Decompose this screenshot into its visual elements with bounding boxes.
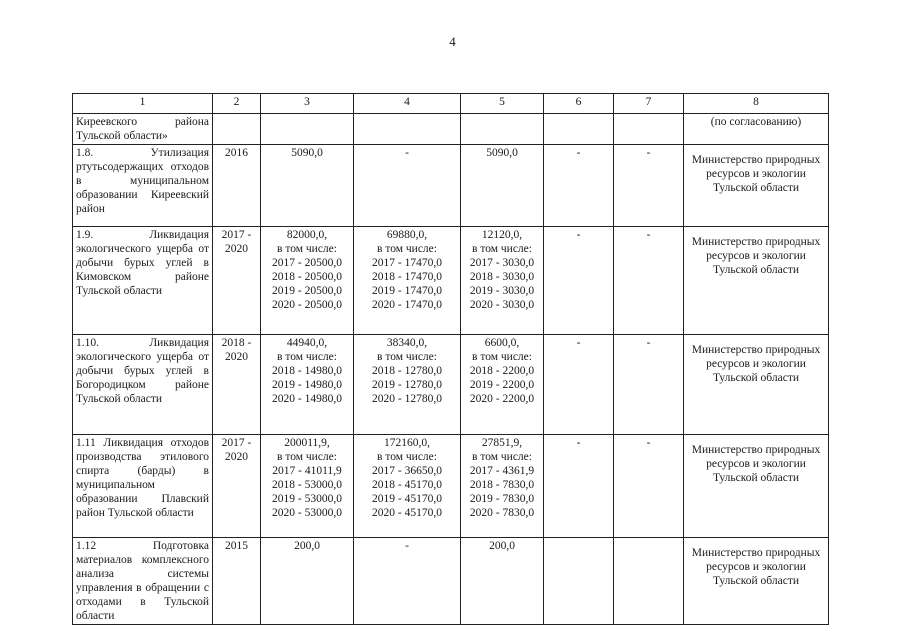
- col6-cell: -: [544, 145, 614, 227]
- header-cell: 6: [544, 94, 614, 114]
- responsible-cell: Министерство природных ресурсов и экологии Тульской области: [684, 227, 829, 335]
- measure-name-cell: 1.12 Подготовка материалов комплексного анализа системы управления в обращении с отходами в Тульской области: [73, 538, 213, 625]
- federal-funding-cell: [354, 227, 461, 335]
- funding-line: 27851,9,: [481, 437, 523, 449]
- funding-line: 2020 - 53000,0: [272, 507, 342, 519]
- measure-name-cell: Киреевского района Тульской области»: [73, 114, 213, 145]
- funding-line: в том числе:: [277, 451, 337, 463]
- funding-line: 2017 - 20500,0: [272, 257, 342, 269]
- regional-funding-cell: [461, 145, 544, 227]
- funding-line: 200,0: [489, 540, 515, 552]
- funding-line: 5090,0: [486, 147, 518, 159]
- measure-name-cell: 1.9. Ликвидация экологического ущерба от добычи бурых углей в Кимовском районе Тульской области: [73, 227, 213, 335]
- funding-line: -: [405, 147, 409, 159]
- header-row: [73, 94, 829, 114]
- funding-line: 2020 - 20500,0: [272, 299, 342, 311]
- regional-funding-cell: [461, 227, 544, 335]
- measure-name-cell: 1.10. Ликвидация экологического ущерба от добычи бурых углей в Богородицком районе Тульской области: [73, 335, 213, 435]
- funding-line: 2019 - 12780,0: [372, 379, 442, 391]
- measures-table: [72, 93, 829, 625]
- funding-line: 172160,0,: [384, 437, 430, 449]
- funding-line: 44940,0,: [286, 337, 328, 349]
- total-funding-cell: [261, 114, 354, 145]
- funding-line: 2018 - 2200,0: [469, 365, 535, 377]
- funding-line: 2018 - 3030,0: [469, 271, 535, 283]
- regional-funding-cell: [461, 114, 544, 145]
- funding-line: 200011,9,: [284, 437, 330, 449]
- funding-line: 2019 - 53000,0: [272, 493, 342, 505]
- col6-cell: [544, 538, 614, 625]
- funding-line: 2017 - 4361,9: [469, 465, 535, 477]
- col7-cell: -: [614, 227, 684, 335]
- federal-funding-cell: [354, 538, 461, 625]
- period-cell: [213, 114, 261, 145]
- col7-cell: -: [614, 435, 684, 538]
- funding-line: 2018 - 17470,0: [372, 271, 442, 283]
- period-cell: 2015: [213, 538, 261, 625]
- header-cell: 5: [461, 94, 544, 114]
- total-funding-cell: [261, 538, 354, 625]
- federal-funding-cell: [354, 114, 461, 145]
- funding-line: 2017 - 41011,9: [272, 465, 342, 477]
- period-cell: 2017 - 2020: [213, 227, 261, 335]
- period-cell: 2018 - 2020: [213, 335, 261, 435]
- funding-line: 2019 - 2200,0: [469, 379, 535, 391]
- funding-line: 2020 - 2200,0: [469, 393, 535, 405]
- measure-name-cell: 1.8. Утилизация ртутьсодержащих отходов в муниципальном образовании Киреевский район: [73, 145, 213, 227]
- header-cell: 8: [684, 94, 829, 114]
- funding-line: в том числе:: [377, 243, 437, 255]
- total-funding-cell: [261, 335, 354, 435]
- funding-line: 2017 - 36650,0: [372, 465, 442, 477]
- funding-line: 12120,0,: [481, 229, 523, 241]
- total-funding-cell: [261, 145, 354, 227]
- col7-cell: -: [614, 145, 684, 227]
- responsible-cell: Министерство природных ресурсов и экологии Тульской области: [684, 435, 829, 538]
- funding-line: -: [405, 540, 409, 552]
- table-row: [73, 435, 829, 538]
- funding-line: 2020 - 45170,0: [372, 507, 442, 519]
- table-row: [73, 114, 829, 145]
- federal-funding-cell: [354, 145, 461, 227]
- funding-line: 2020 - 14980,0: [272, 393, 342, 405]
- regional-funding-cell: [461, 435, 544, 538]
- header-cell: 2: [213, 94, 261, 114]
- funding-line: 2018 - 53000,0: [272, 479, 342, 491]
- col7-cell: [614, 114, 684, 145]
- table-row: [73, 227, 829, 335]
- funding-line: 2018 - 7830,0: [469, 479, 535, 491]
- responsible-cell: (по согласованию): [684, 114, 829, 145]
- page-number: 4: [449, 34, 456, 49]
- funding-line: 5090,0: [291, 147, 323, 159]
- regional-funding-cell: [461, 335, 544, 435]
- funding-line: 2019 - 17470,0: [372, 285, 442, 297]
- funding-line: в том числе:: [277, 351, 337, 363]
- funding-line: 2019 - 45170,0: [372, 493, 442, 505]
- funding-line: в том числе:: [377, 351, 437, 363]
- period-cell: 2016: [213, 145, 261, 227]
- funding-line: 82000,0,: [286, 229, 328, 241]
- funding-line: 2017 - 3030,0: [469, 257, 535, 269]
- funding-line: в том числе:: [472, 451, 532, 463]
- funding-line: 2019 - 20500,0: [272, 285, 342, 297]
- col6-cell: [544, 114, 614, 145]
- header-cell: 7: [614, 94, 684, 114]
- period-cell: 2017 - 2020: [213, 435, 261, 538]
- total-funding-cell: [261, 227, 354, 335]
- col7-cell: [614, 538, 684, 625]
- funding-line: 69880,0,: [386, 229, 428, 241]
- funding-line: 2017 - 17470,0: [372, 257, 442, 269]
- funding-line: в том числе:: [277, 243, 337, 255]
- funding-line: 38340,0,: [386, 337, 428, 349]
- table-row: [73, 145, 829, 227]
- col7-cell: -: [614, 335, 684, 435]
- funding-line: в том числе:: [472, 243, 532, 255]
- funding-line: 2020 - 17470,0: [372, 299, 442, 311]
- funding-line: 2019 - 3030,0: [469, 285, 535, 297]
- header-cell: 1: [73, 94, 213, 114]
- funding-line: 2019 - 14980,0: [272, 379, 342, 391]
- responsible-cell: Министерство природных ресурсов и экологии Тульской области: [684, 145, 829, 227]
- funding-line: 2019 - 7830,0: [469, 493, 535, 505]
- responsible-cell: Министерство природных ресурсов и экологии Тульской области: [684, 538, 829, 625]
- responsible-cell: Министерство природных ресурсов и экологии Тульской области: [684, 335, 829, 435]
- funding-line: 2018 - 14980,0: [272, 365, 342, 377]
- funding-line: 2018 - 20500,0: [272, 271, 342, 283]
- funding-line: 2018 - 45170,0: [372, 479, 442, 491]
- table-row: [73, 538, 829, 625]
- col6-cell: -: [544, 435, 614, 538]
- funding-line: 2020 - 12780,0: [372, 393, 442, 405]
- funding-line: 2018 - 12780,0: [372, 365, 442, 377]
- funding-line: в том числе:: [472, 351, 532, 363]
- total-funding-cell: [261, 435, 354, 538]
- measure-name-cell: 1.11 Ликвидация отходов производства этилового спирта (барды) в муниципальном образовании Плавский район Тульской области: [73, 435, 213, 538]
- federal-funding-cell: [354, 435, 461, 538]
- funding-line: 2020 - 3030,0: [469, 299, 535, 311]
- regional-funding-cell: [461, 538, 544, 625]
- funding-line: 2020 - 7830,0: [469, 507, 535, 519]
- header-cell: 4: [354, 94, 461, 114]
- col6-cell: -: [544, 227, 614, 335]
- federal-funding-cell: [354, 335, 461, 435]
- table-row: [73, 335, 829, 435]
- funding-line: 200,0: [294, 540, 320, 552]
- funding-line: в том числе:: [377, 451, 437, 463]
- col6-cell: -: [544, 335, 614, 435]
- header-cell: 3: [261, 94, 354, 114]
- funding-line: 6600,0,: [484, 337, 520, 349]
